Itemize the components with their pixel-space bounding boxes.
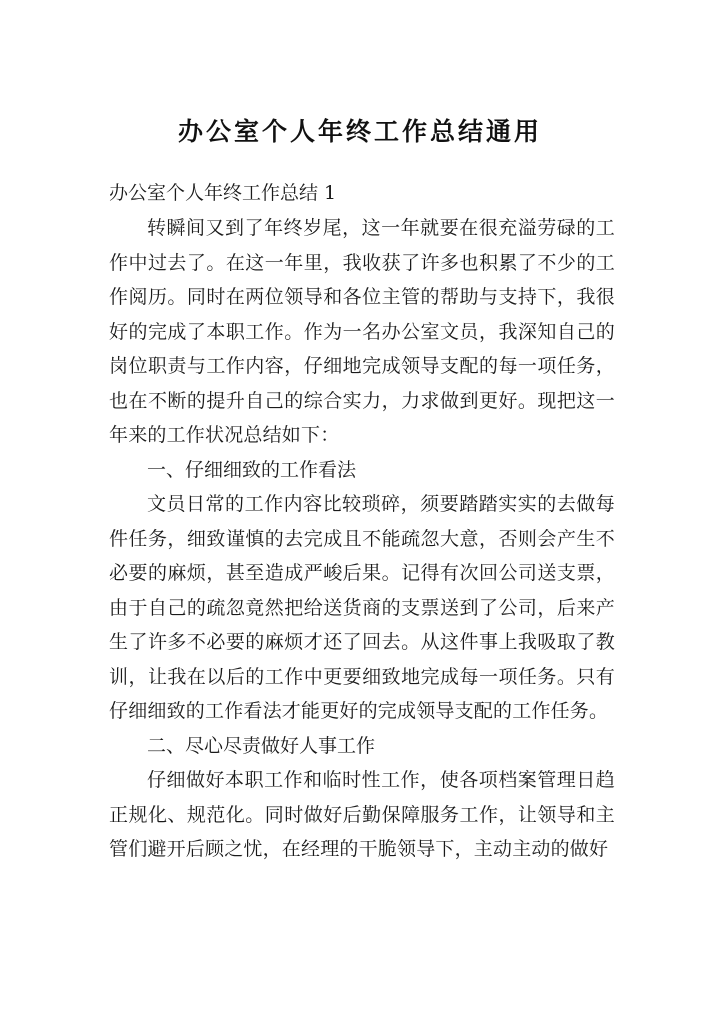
section-title: 办公室个人年终工作总结 1 [109, 182, 337, 204]
paragraph: 仔细做好本职工作和临时性工作，使各项档案管理日趋正规化、规范化。同时做好后勤保障服务工作，让领导和主管们避开后顾之忧，在经理的干脆领导下，主动主动的做好 [109, 769, 615, 860]
subheading: 二、尽心尽责做好人事工作 [147, 734, 376, 757]
paragraph: 转瞬间又到了年终岁尾，这一年就要在很充溢劳碌的工作中过去了。在这一年里，我收获了许多也积累了不少的工作阅历。同时在两位领导和各位主管的帮助与支持下，我很好的完成了本职工作。作为一名办公室文员，我深知自己的岗位职责与工作内容，仔细地完成领导支配的每一项任务，也在不断的提升自己的综合实力，力求做到更好。现把这一年来的工作状况总结如下： [109, 217, 615, 446]
document-title: 办公室个人年终工作总结通用 [177, 117, 542, 146]
subheading: 一、仔细细致的工作看法 [147, 458, 357, 481]
document-body [109, 176, 615, 867]
paragraph: 文员日常的工作内容比较琐碎，须要踏踏实实的去做每件任务，细致谨慎的去完成且不能疏忽大意，否则会产生不必要的麻烦，甚至造成严峻后果。记得有次回公司送支票，由于自己的疏忽竟然把给送货商的支票送到了公司，后来产生了许多不必要的麻烦才还了回去。从这件事上我吸取了教训，让我在以后的工作中更要细致地完成每一项任务。只有仔细细致的工作看法才能更好的完成领导支配的工作任务。 [109, 493, 615, 722]
